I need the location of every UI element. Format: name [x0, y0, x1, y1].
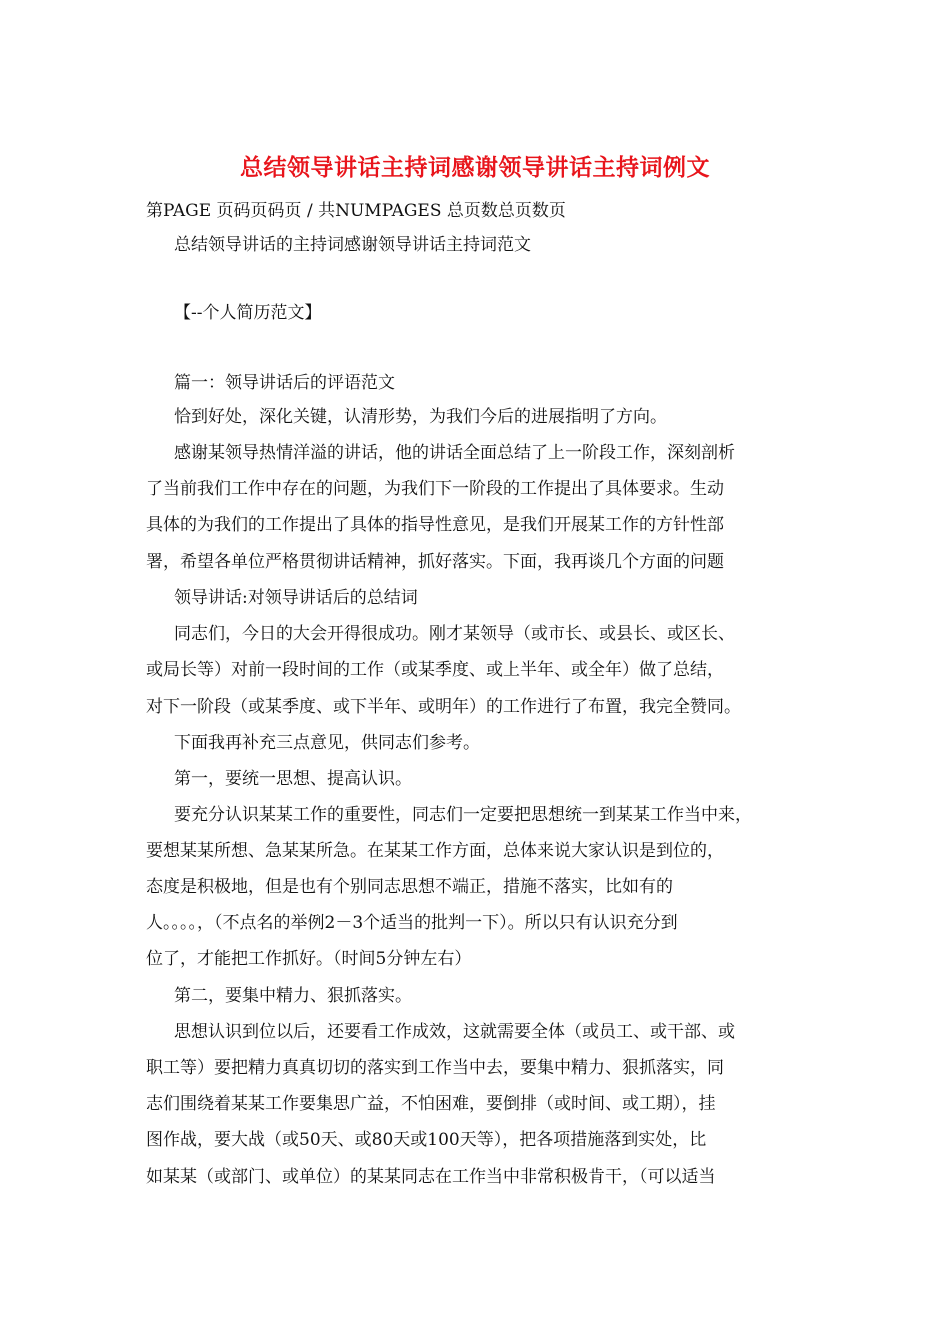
paragraph-line: 志们围绕着某某工作要集思广益，不怕困难，要倒排（或时间、或工期），挂 — [146, 1094, 716, 1114]
paragraph-line: 要想某某所想、急某某所急。在某某工作方面，总体来说大家认识是到位的， — [146, 841, 724, 861]
paragraph-line: 感谢某领导热情洋溢的讲话，他的讲话全面总结了上一阶段工作，深刻剖析 — [174, 443, 735, 463]
paragraph-line: 或局长等）对前一段时间的工作（或某季度、或上半年、或全年）做了总结， — [146, 660, 724, 680]
paragraph-line: 位了，才能把工作抓好。（时间5分钟左右） — [146, 949, 472, 969]
point-heading: 第二，要集中精力、狠抓落实。 — [174, 986, 412, 1006]
document-title: 总结领导讲话主持词感谢领导讲话主持词例文 — [240, 154, 710, 181]
section-heading: 领导讲话:对领导讲话后的总结词 — [174, 588, 418, 608]
paragraph-line: 下面我再补充三点意见，供同志们参考。 — [174, 733, 480, 753]
page-number-line: 第PAGE 页码页码页 / 共NUMPAGES 总页数总页数页 — [146, 201, 566, 221]
paragraph-line: 态度是积极地，但是也有个别同志思想不端正，措施不落实，比如有的 — [146, 877, 673, 897]
subtitle-line: 总结领导讲话的主持词感谢领导讲话主持词范文 — [174, 235, 531, 255]
section-heading: 篇一：领导讲话后的评语范文 — [174, 373, 395, 393]
paragraph-line: 署，希望各单位严格贯彻讲话精神，抓好落实。下面，我再谈几个方面的问题 — [146, 552, 724, 572]
paragraph-line: 要充分认识某某工作的重要性，同志们一定要把思想统一到某某工作当中来， — [174, 805, 752, 825]
paragraph-line: 具体的为我们的工作提出了具体的指导性意见，是我们开展某工作的方针性部 — [146, 515, 724, 535]
paragraph-line: 恰到好处，深化关键，认清形势，为我们今后的进展指明了方向。 — [174, 407, 667, 427]
paragraph-line: 人。。。。，（不点名的举例2－3个适当的批判一下）。所以只有认识充分到 — [146, 913, 678, 933]
category-line: 【--个人简历范文】 — [174, 303, 322, 323]
paragraph-line: 如某某（或部门、或单位）的某某同志在工作当中非常积极肯干，（可以适当 — [146, 1167, 716, 1187]
point-heading: 第一，要统一思想、提高认识。 — [174, 769, 412, 789]
paragraph-line: 了当前我们工作中存在的问题，为我们下一阶段的工作提出了具体要求。生动 — [146, 479, 724, 499]
paragraph-line: 思想认识到位以后，还要看工作成效，这就需要全体（或员工、或干部、或 — [174, 1022, 735, 1042]
paragraph-line: 图作战，要大战（或50天、或80天或100天等），把各项措施落到实处，比 — [146, 1130, 707, 1150]
paragraph-line: 职工等）要把精力真真切切的落实到工作当中去，要集中精力、狠抓落实，同 — [146, 1058, 724, 1078]
paragraph-line: 对下一阶段（或某季度、或下半年、或明年）的工作进行了布置，我完全赞同。 — [146, 697, 741, 717]
paragraph-line: 同志们，今日的大会开得很成功。刚才某领导（或市长、或县长、或区长、 — [174, 624, 735, 644]
